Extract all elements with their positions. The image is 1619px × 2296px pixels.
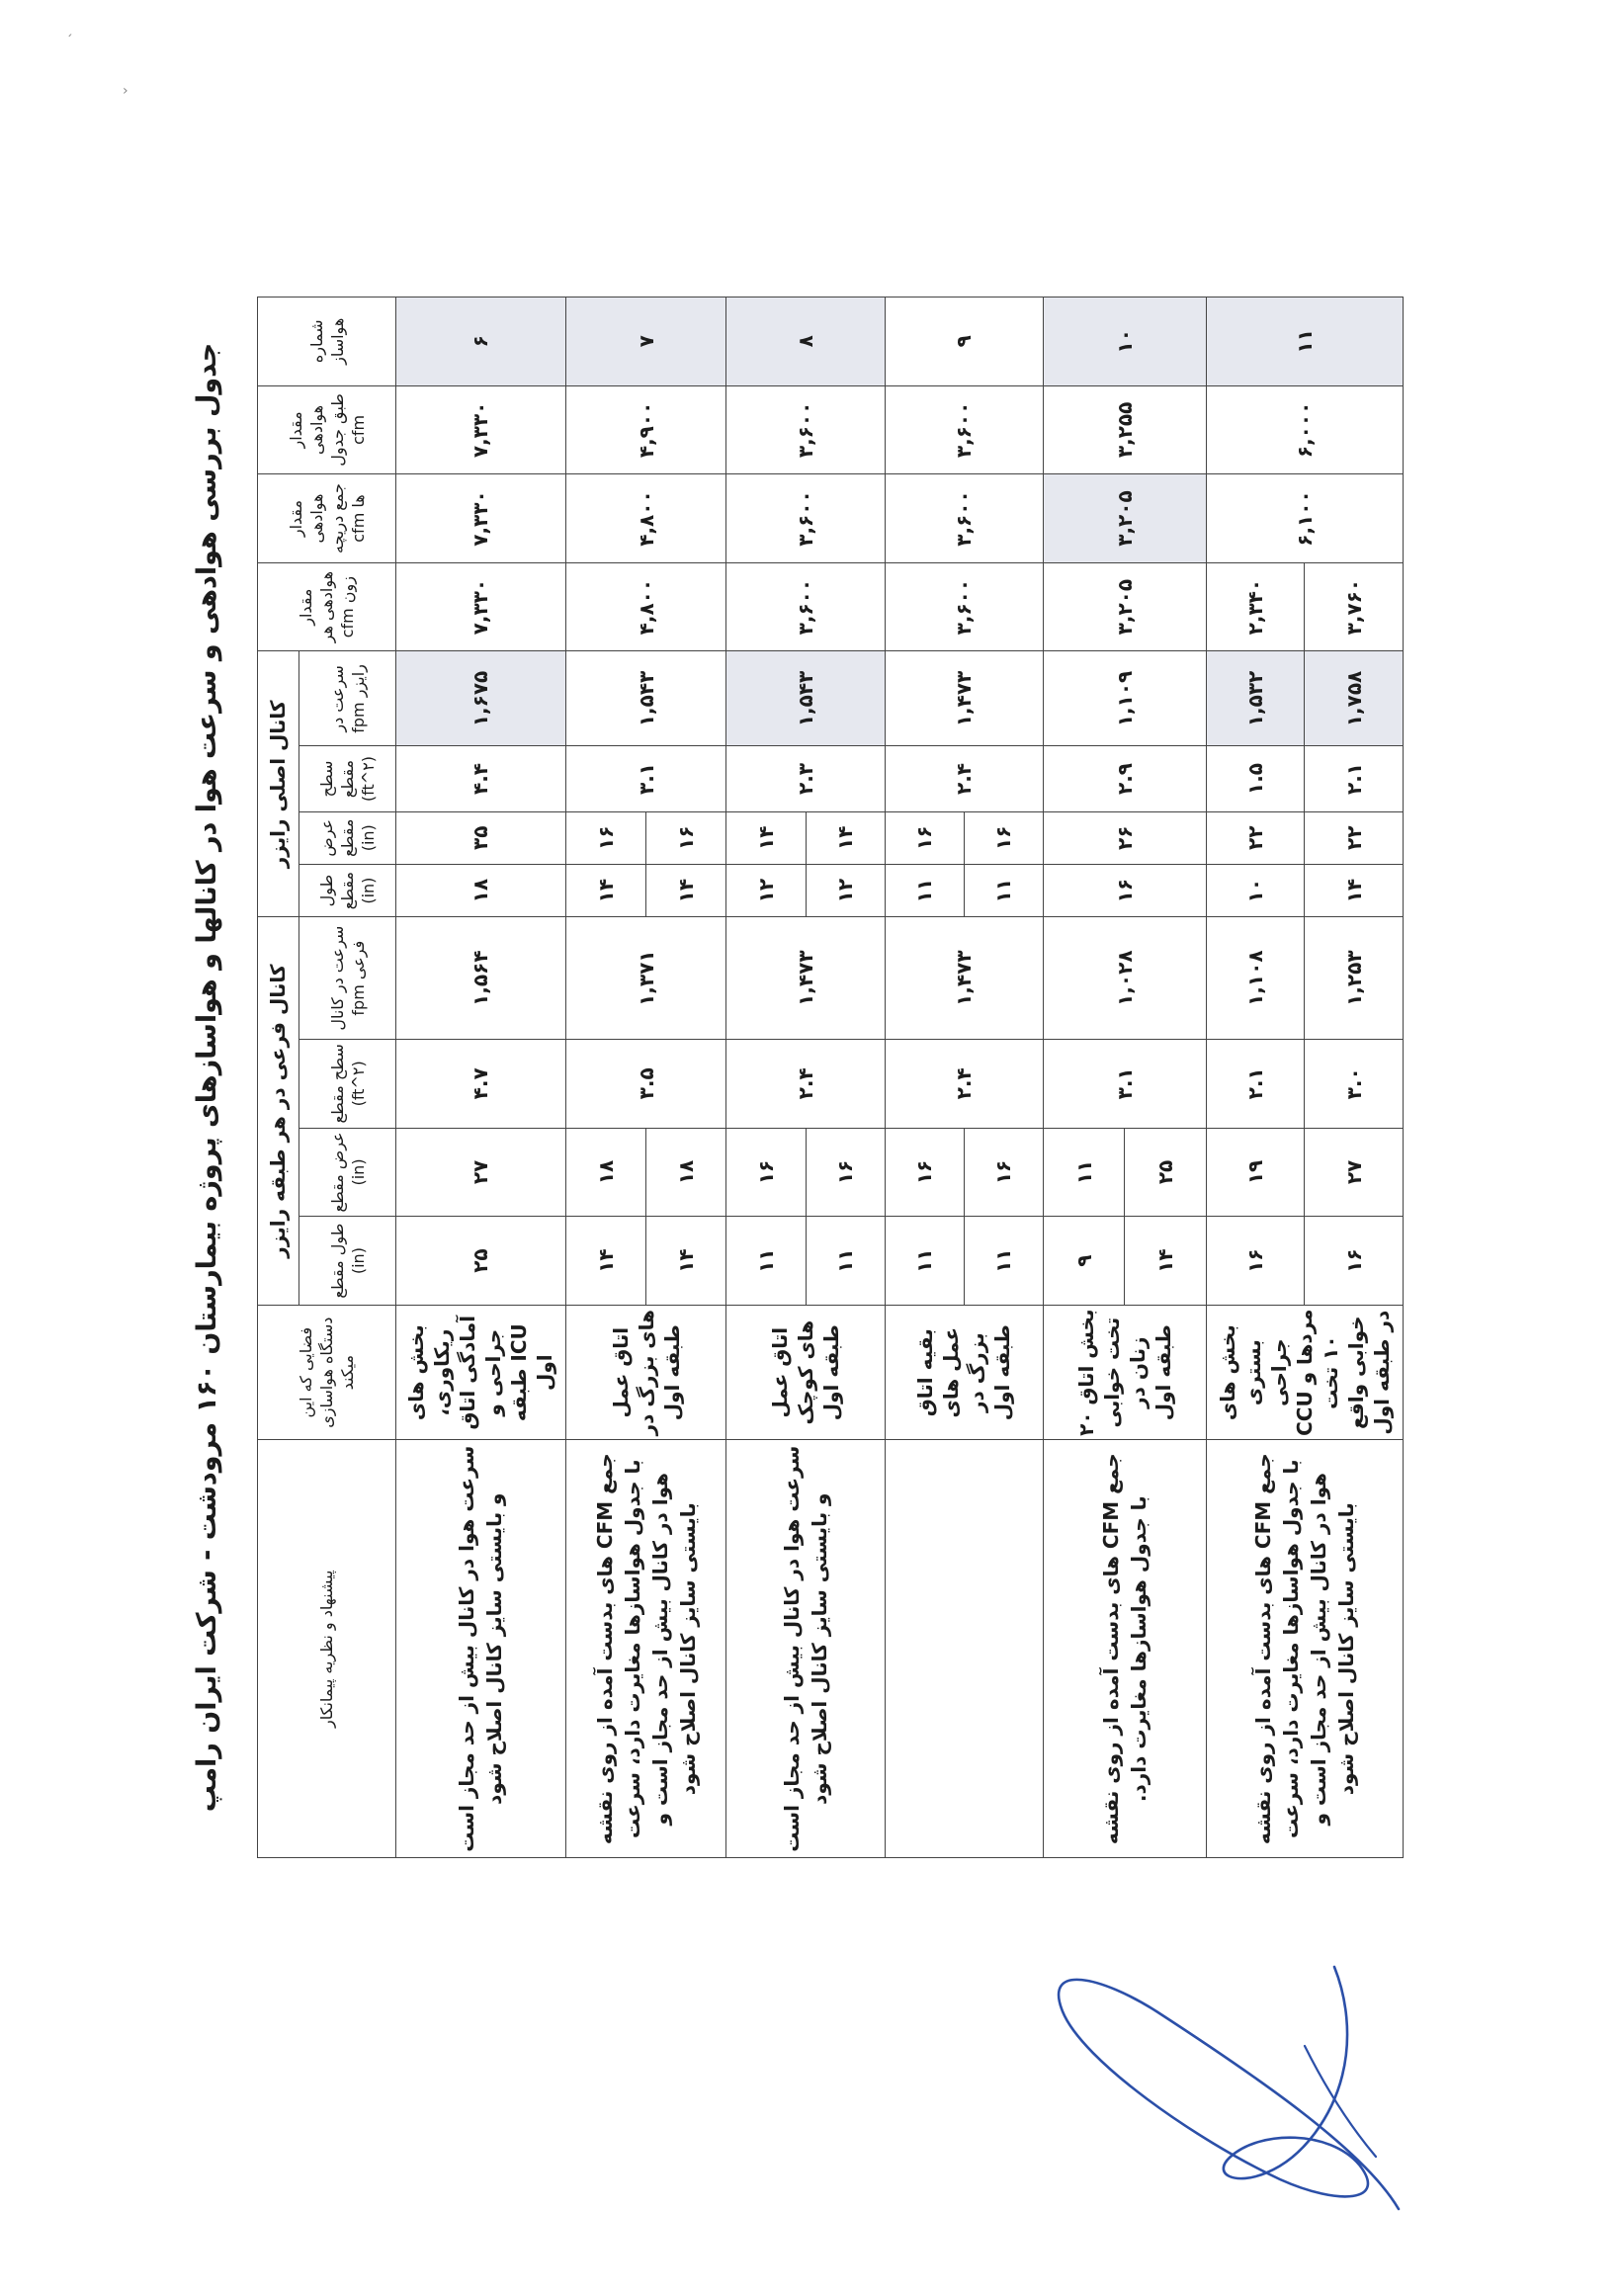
branch-velocity: ۱,۳۷۱ (565, 917, 725, 1040)
table-row (885, 298, 964, 1858)
page-speck: › (123, 83, 128, 99)
cfm-zone: ۳,۲۰۵ (1044, 562, 1207, 651)
cfm-zone: ۴,۸۰۰ (565, 562, 725, 651)
main-velocity: ۱,۷۵۸ (1305, 651, 1404, 746)
main-width: ۲۲ (1206, 811, 1305, 864)
header-branch-velocity: سرعت در کانال فرعی fpm (299, 917, 396, 1040)
branch-area: ۲.۱ (1206, 1040, 1305, 1129)
header-main-length: طول مقطع (in) (299, 864, 396, 916)
cfm-grilles: ۳,۶۰۰ (885, 474, 1043, 563)
cfm-grilles: ۴,۸۰۰ (565, 474, 725, 563)
branch-velocity: ۱,۱۰۸ (1206, 917, 1305, 1040)
main-width: ۱۴ (726, 811, 806, 864)
header-branch-area: سطح مقطع (ft^۲) (299, 1040, 396, 1129)
branch-velocity: ۱,۴۷۳ (726, 917, 885, 1040)
branch-length: ۱۱ (726, 1217, 806, 1306)
branch-length: ۱۴ (1125, 1217, 1206, 1306)
main-width: ۱۶ (646, 811, 726, 864)
contractor-note (885, 1440, 1043, 1858)
branch-length: ۱۶ (1305, 1217, 1404, 1306)
table-row (1206, 298, 1305, 1858)
main-area: ۱.۵ (1206, 746, 1305, 811)
contractor-note: سرعت هوا در کانال بیش از حد مجاز است و بایستی سایز کانال اصلاح شود (726, 1440, 885, 1858)
cfm-grilles: ۳,۲۰۵ (1044, 474, 1207, 563)
main-velocity: ۱,۵۳۲ (1206, 651, 1305, 746)
branch-length: ۱۱ (885, 1217, 964, 1306)
main-length: ۱۲ (726, 864, 806, 916)
unit-number: ۷ (565, 298, 725, 386)
branch-width: ۲۵ (1125, 1128, 1206, 1217)
unit-number: ۱۰ (1044, 298, 1207, 386)
cfm-zone: ۷,۳۳۰ (396, 562, 566, 651)
main-velocity: ۱,۱۰۹ (1044, 651, 1207, 746)
space-description: اتاق عمل های بزرگ در طبقه اول (565, 1305, 725, 1440)
branch-area: ۲.۴ (726, 1040, 885, 1129)
branch-area: ۳.۵ (565, 1040, 725, 1129)
main-width: ۱۶ (565, 811, 645, 864)
main-length: ۱۰ (1206, 864, 1305, 916)
branch-velocity: ۱,۴۷۳ (885, 917, 1043, 1040)
main-area: ۲.۹ (1044, 746, 1207, 811)
table-row (396, 298, 481, 1858)
branch-width: ۲۷ (396, 1128, 566, 1217)
main-width: ۱۴ (806, 811, 885, 864)
branch-velocity: ۱,۰۲۸ (1044, 917, 1207, 1040)
main-length: ۱۴ (646, 864, 726, 916)
branch-area: ۴.۷ (396, 1040, 566, 1129)
main-length: ۱۶ (1044, 864, 1207, 916)
cfm-zone: ۳,۶۰۰ (885, 562, 1043, 651)
table-row (726, 298, 806, 1858)
header-cfm-zone: مقدار هوادهی هر زون cfm (258, 562, 396, 651)
branch-width: ۱۸ (646, 1128, 726, 1217)
header-branch-width: عرض مقطع (in) (299, 1128, 396, 1217)
main-area: ۲.۱ (1305, 746, 1404, 811)
contractor-note: سرعت هوا در کانال بیش از حد مجاز است و بایستی سایز کانال اصلاح شود (396, 1440, 566, 1858)
header-main-velocity: سرعت در رایزر fpm (299, 651, 396, 746)
cfm-zone: ۳,۷۶۰ (1305, 562, 1404, 651)
header-branch-duct: کانال فرعی در هر طبقه رایزر (258, 917, 299, 1306)
main-width: ۱۶ (964, 811, 1043, 864)
main-velocity: ۱,۵۴۳ (726, 651, 885, 746)
branch-width: ۱۶ (726, 1128, 806, 1217)
branch-width: ۲۷ (1305, 1128, 1404, 1217)
branch-velocity: ۱,۲۵۳ (1305, 917, 1404, 1040)
branch-width: ۱۸ (565, 1128, 645, 1217)
ventilation-table (257, 297, 1404, 1858)
rotated-document (178, 297, 1404, 1858)
unit-number: ۹ (885, 298, 1043, 386)
branch-length: ۱۴ (565, 1217, 645, 1306)
branch-length: ۱۶ (1206, 1217, 1305, 1306)
branch-length: ۲۵ (396, 1217, 566, 1306)
main-area: ۲.۴ (885, 746, 1043, 811)
main-length: ۱۲ (806, 864, 885, 916)
branch-velocity: ۱,۵۶۴ (396, 917, 566, 1040)
main-velocity: ۱,۴۷۳ (885, 651, 1043, 746)
cfm-table: ۶,۰۰۰ (1206, 385, 1403, 474)
branch-length: ۱۱ (964, 1217, 1043, 1306)
contractor-note: جمع CFM های بدست آمده از روی نقشه با جدول هواسازها مغایرت دارد. (1044, 1440, 1207, 1858)
signature (1008, 1927, 1443, 2224)
table-row (1044, 298, 1125, 1858)
main-length: ۱۱ (964, 864, 1043, 916)
main-width: ۲۲ (1305, 811, 1404, 864)
space-description: بخش های ریکاوری، آمادگی اتاق جراحی و ICU طبقه اول (396, 1305, 566, 1440)
page-speck: ׳ (67, 30, 73, 45)
main-area: ۳.۱ (565, 746, 725, 811)
branch-area: ۲.۴ (885, 1040, 1043, 1129)
unit-number: ۸ (726, 298, 885, 386)
contractor-note: جمع CFM های بدست آمده از روی نقشه با جدول هواسازها مغایرت دارد، سرعت هوا در کانال بیش از حد مجاز است و بایستی سایز کانال اصلاح شود (1206, 1440, 1403, 1858)
main-area: ۲.۳ (726, 746, 885, 811)
branch-width: ۱۶ (885, 1128, 964, 1217)
header-cfm-table: مقدار هوادهی طبق جدول cfm (258, 385, 396, 474)
branch-length: ۱۱ (806, 1217, 885, 1306)
cfm-grilles: ۳,۶۰۰ (726, 474, 885, 563)
space-description: بخش اتاق ۲۰ تخت خوابی زنان در طبقه اول (1044, 1305, 1207, 1440)
branch-length: ۱۴ (646, 1217, 726, 1306)
main-width: ۱۶ (885, 811, 964, 864)
branch-area: ۳.۱ (1044, 1040, 1207, 1129)
space-description: اتاق عمل های کوچک طبقه اول (726, 1305, 885, 1440)
main-velocity: ۱,۶۷۵ (396, 651, 566, 746)
header-notes: پیشنهاد و نظریه پیمانکار (258, 1440, 396, 1858)
space-description: بقیه اتاق عمل های بزرگ در طبقه اول (885, 1305, 1043, 1440)
table-row (565, 298, 645, 1858)
main-width: ۳۵ (396, 811, 566, 864)
header-main-area: سطح مقطع (ft^۲) (299, 746, 396, 811)
space-description: بخش های بستری جراحی مردها و CCU ۱۰ تخت خوابی واقع در طبقه اول (1206, 1305, 1403, 1440)
branch-width: ۱۱ (1044, 1128, 1125, 1217)
cfm-grilles: ۷,۳۳۰ (396, 474, 566, 563)
header-main-width: عرض مقطع (in) (299, 811, 396, 864)
cfm-zone: ۲,۳۴۰ (1206, 562, 1305, 651)
main-length: ۱۴ (1305, 864, 1404, 916)
branch-width: ۱۹ (1206, 1128, 1305, 1217)
branch-area: ۳.۰ (1305, 1040, 1404, 1129)
cfm-zone: ۳,۶۰۰ (726, 562, 885, 651)
branch-width: ۱۶ (806, 1128, 885, 1217)
header-branch-length: طول مقطع (in) (299, 1217, 396, 1306)
main-length: ۱۱ (885, 864, 964, 916)
cfm-grilles: ۶,۱۰۰ (1206, 474, 1403, 563)
main-width: ۲۶ (1044, 811, 1207, 864)
header-cfm-grilles: مقدار هوادهی جمع دریچه ها cfm (258, 474, 396, 563)
main-area: ۴.۴ (396, 746, 566, 811)
header-unit-no: شماره هواساز (258, 298, 396, 386)
unit-number: ۶ (396, 298, 566, 386)
cfm-table: ۳,۶۰۰ (726, 385, 885, 474)
main-length: ۱۸ (396, 864, 566, 916)
branch-length: ۹ (1044, 1217, 1125, 1306)
unit-number: ۱۱ (1206, 298, 1403, 386)
branch-width: ۱۶ (964, 1128, 1043, 1217)
cfm-table: ۷,۳۳۰ (396, 385, 566, 474)
cfm-table: ۴,۹۰۰ (565, 385, 725, 474)
header-main-duct: کانال اصلی رایزر (258, 651, 299, 917)
cfm-table: ۳,۲۵۵ (1044, 385, 1207, 474)
contractor-note: جمع CFM های بدست آمده از روی نقشه با جدول هواسازها مغایرت دارد، سرعت هوا در کانال بیش از حد مجاز است و بایستی سایز کانال اصلاح شود (565, 1440, 725, 1858)
cfm-table: ۳,۶۰۰ (885, 385, 1043, 474)
main-velocity: ۱,۵۴۳ (565, 651, 725, 746)
main-length: ۱۴ (565, 864, 645, 916)
page-title: جدول بررسی هوادهی و سرعت هوا در کانالها و هواسازهای پروژه بیمارستان ۱۶۰ مرودشت - شرکت ایران رامپ (192, 342, 222, 1813)
header-space: فضایی که این دستگاه هواسازی میکند (258, 1305, 396, 1440)
